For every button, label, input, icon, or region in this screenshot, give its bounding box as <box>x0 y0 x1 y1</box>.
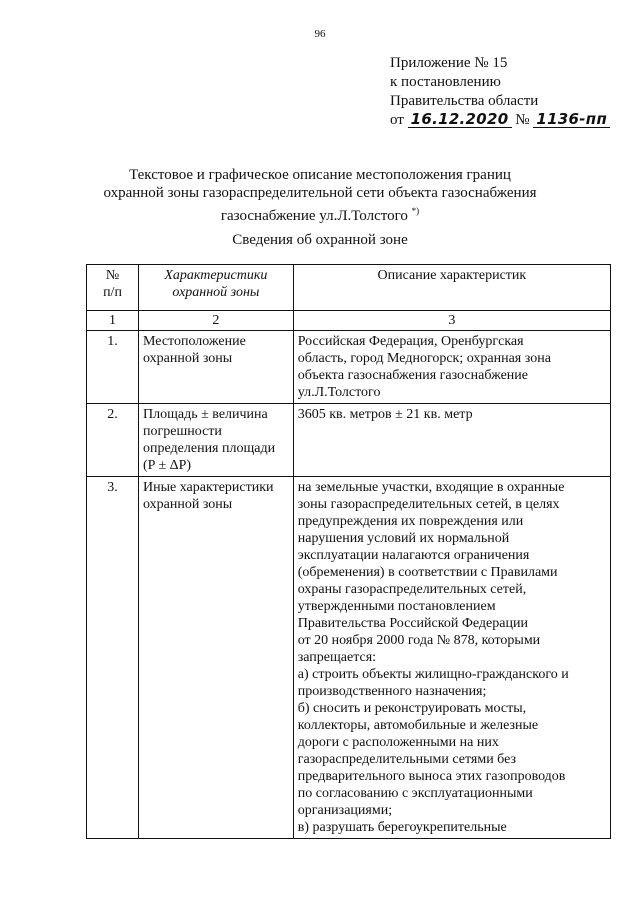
page-number: 96 <box>314 28 326 40</box>
header-col1-line1: № <box>105 268 120 283</box>
header-col1-line2: п/п <box>103 285 122 300</box>
appendix-date-line <box>390 111 610 130</box>
description-line: по согласованию с эксплуатационными <box>297 786 533 801</box>
description-line: ул.Л.Толстого <box>297 385 381 400</box>
description-line: на земельные участки, входящие в охранные <box>297 480 565 495</box>
row-description <box>293 331 610 404</box>
row-number: 2. <box>87 404 139 477</box>
col-number-2: 2 <box>139 311 294 331</box>
description-line: организациями; <box>297 803 393 818</box>
description-line: газораспределительными сетями без <box>297 752 517 767</box>
date-prefix: от <box>390 112 404 128</box>
row-number: 1. <box>87 331 139 404</box>
zone-info-table <box>86 264 611 839</box>
description-line: объекта газоснабжения газоснабжение <box>297 368 529 383</box>
header-col-number <box>87 265 139 311</box>
description-line: в) разрушать берегоукрепительные <box>297 820 507 835</box>
description-line: (обременения) в соответствии с Правилами <box>297 565 558 580</box>
column-number-row <box>87 311 611 331</box>
description-line: б) сносить и реконструировать мосты, <box>297 701 527 716</box>
table-header-row <box>87 265 611 311</box>
characteristic-line: погрешности <box>143 424 222 439</box>
row-description <box>293 404 610 477</box>
title-line-3-text: газоснабжение ул.Л.Толстого <box>220 208 408 224</box>
row-characteristic <box>139 404 294 477</box>
appendix-block <box>390 54 610 130</box>
characteristic-line: (P ± ΔP) <box>143 458 192 473</box>
characteristic-line: определения площади <box>143 441 276 456</box>
number-sign: № <box>515 112 530 128</box>
header-col-characteristics <box>139 265 294 311</box>
table-row <box>87 331 611 404</box>
header-col2-line2: охранной зоны <box>172 285 260 300</box>
characteristic-line: охранной зоны <box>143 351 233 366</box>
footnote-mark: *) <box>411 206 420 216</box>
characteristic-line: охранной зоны <box>143 497 233 512</box>
table-row <box>87 404 611 477</box>
description-line: эксплуатации налагаются ограничения <box>297 548 530 563</box>
row-description <box>293 477 610 839</box>
handwritten-number: 1136-пп <box>533 111 610 128</box>
description-line: предупреждения их повреждения или <box>297 514 524 529</box>
row-characteristic <box>139 331 294 404</box>
title-line-2: охранной зоны газораспределительной сети объекта газоснабжения <box>103 185 537 201</box>
col-number-1: 1 <box>87 311 139 331</box>
document-title <box>0 166 640 225</box>
description-line: запрещается: <box>297 650 377 665</box>
description-line: зоны газораспределительных сетей, в целях <box>297 497 560 512</box>
characteristic-line: Иные характеристики <box>143 480 274 495</box>
appendix-line-1: Приложение № 15 <box>390 55 508 71</box>
description-line: Российская Федерация, Оренбургская <box>297 334 524 349</box>
characteristic-line: Местоположение <box>143 334 246 349</box>
description-line: а) строить объекты жилищно-гражданского и <box>297 667 569 682</box>
title-line-1: Текстовое и графическое описание местоположения границ <box>129 167 511 183</box>
handwritten-date: 16.12.2020 <box>408 111 512 128</box>
description-line: утвержденными постановлением <box>297 599 496 614</box>
title-line-3 <box>0 202 640 225</box>
description-line: производственного назначения; <box>297 684 487 699</box>
description-line: область, город Медногорск; охранная зона <box>297 351 551 366</box>
row-characteristic <box>139 477 294 839</box>
characteristic-line: Площадь ± величина <box>143 407 268 422</box>
table-row <box>87 477 611 839</box>
appendix-line-3: Правительства области <box>390 93 539 109</box>
description-line: дороги с расположенными на них <box>297 735 499 750</box>
description-line: от 20 ноября 2000 года № 878, которыми <box>297 633 541 648</box>
header-col2-line1: Характеристики <box>164 268 268 283</box>
description-line: охраны газораспределительных сетей, <box>297 582 527 597</box>
description-line: 3605 кв. метров ± 21 кв. метр <box>297 407 473 422</box>
description-line: Правительства Российской Федерации <box>297 616 528 631</box>
header-col-description: Описание характеристик <box>293 265 610 311</box>
section-subtitle: Сведения об охранной зоне <box>232 232 408 248</box>
description-line: коллекторы, автомобильные и железные <box>297 718 539 733</box>
description-line: нарушения условий их нормальной <box>297 531 510 546</box>
description-line: предварительного выноса этих газопроводов <box>297 769 566 784</box>
appendix-line-2: к постановлению <box>390 74 501 90</box>
col-number-3: 3 <box>293 311 610 331</box>
row-number: 3. <box>87 477 139 839</box>
